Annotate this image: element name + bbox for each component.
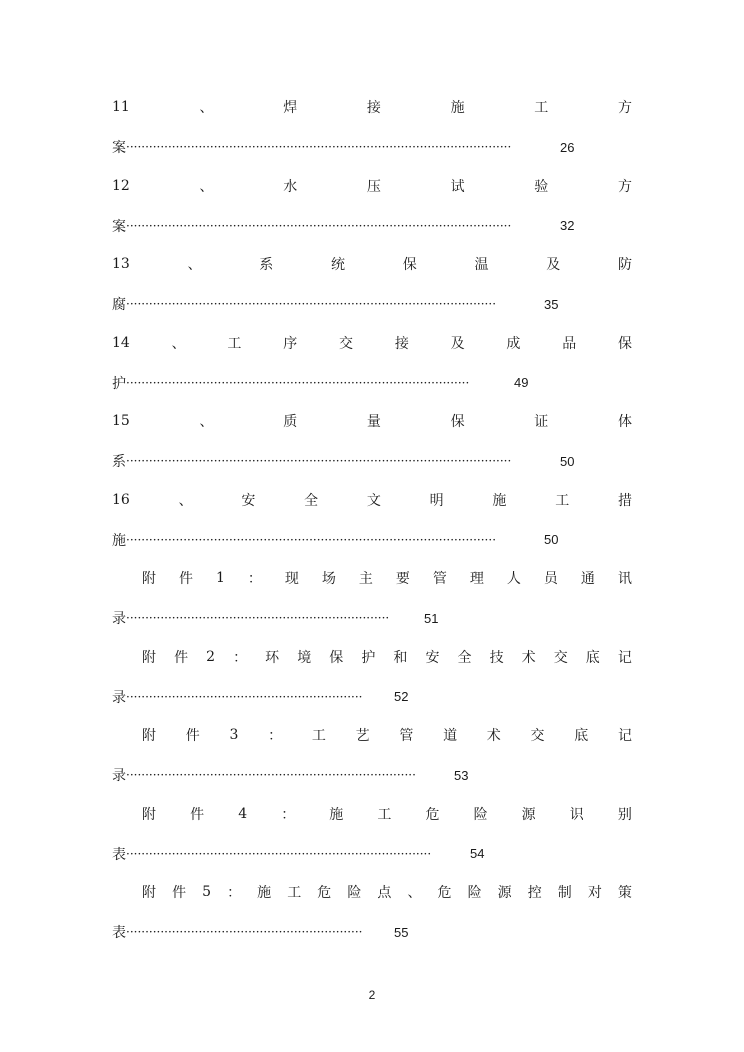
toc-title-token: 统 [331, 257, 346, 273]
toc-title-token: 艺 [355, 728, 370, 744]
toc-page-number: 51 [424, 610, 439, 626]
toc-title-token: 道 [443, 728, 458, 744]
toc-title-token: ： [233, 649, 248, 666]
toc-title-token: 交 [339, 335, 354, 352]
toc-title-token: 、 [178, 492, 193, 509]
toc-title-token: 识 [569, 806, 584, 823]
toc-title-token: 12 [112, 177, 130, 194]
leader-dots: ······························································ [126, 689, 363, 704]
toc-title-token: 全 [457, 649, 472, 666]
toc-title-token: 件 [174, 649, 189, 666]
toc-title-token: ： [247, 571, 262, 587]
toc-title-token: 品 [562, 335, 577, 352]
toc-title-token: 技 [489, 649, 504, 666]
toc-entry-title-line [112, 175, 632, 197]
toc-title-token: 主 [358, 571, 373, 587]
toc-title-token: 、 [171, 335, 186, 352]
toc-page-number: 35 [544, 296, 559, 312]
toc-title-token: 术 [521, 649, 536, 666]
toc-title-token: 全 [304, 492, 319, 509]
toc-title-token: 管 [399, 728, 414, 744]
toc-title-token: 险 [473, 806, 488, 823]
toc-entry-title-line [142, 881, 632, 903]
toc-title-token: 防 [617, 257, 632, 273]
toc-title-token: 记 [617, 649, 632, 666]
toc-title-token: ： [281, 806, 296, 823]
toc-title-token: 交 [530, 728, 545, 744]
toc-title-token: 明 [429, 492, 444, 509]
toc-title-token: 、 [199, 178, 214, 195]
toc-entry-leader-line [112, 843, 484, 865]
toc-entry-title-line [142, 646, 632, 668]
toc-title-token: 文 [366, 492, 381, 509]
toc-title-token: 措 [617, 492, 632, 509]
toc-title-token: 保 [618, 335, 632, 352]
toc-title-token: 别 [617, 806, 632, 823]
toc-title-token: 交 [553, 649, 568, 666]
toc-page-number: 54 [470, 846, 485, 861]
toc-title-token: 4 [238, 805, 248, 822]
toc-title-tail: 案 [112, 140, 126, 156]
toc-title-token: 员 [543, 571, 558, 587]
toc-title-token: 施 [257, 885, 272, 901]
toc-title-token: 护 [361, 649, 376, 666]
toc-title-token: 、 [199, 414, 214, 430]
toc-title-token: 理 [469, 571, 484, 587]
toc-title-token: 工 [377, 806, 392, 823]
toc-title-token: 方 [617, 178, 632, 195]
leader-dots: ······························································ [126, 925, 363, 939]
toc-title-token: 术 [486, 728, 501, 744]
toc-title-token: 接 [394, 335, 409, 352]
toc-title-token: 记 [618, 728, 632, 744]
toc-title-token: 、 [199, 100, 214, 116]
toc-title-token: 验 [534, 178, 549, 195]
toc-title-token: 、 [407, 885, 422, 901]
toc-title-token: 危 [437, 885, 452, 901]
toc-title-token: 险 [347, 885, 362, 901]
toc-entry-title-line [112, 253, 632, 275]
toc-title-token: 危 [425, 806, 440, 823]
toc-title-token: 制 [557, 885, 572, 901]
toc-title-token: 环 [265, 649, 280, 666]
toc-page-number: 55 [394, 924, 409, 940]
toc-title-token: 附 [142, 728, 156, 744]
toc-title-token: 保 [450, 414, 465, 430]
toc-title-token: 试 [450, 178, 465, 195]
toc-title-token: 和 [393, 649, 408, 666]
toc-title-token: 保 [329, 649, 344, 666]
toc-title-token: 附 [142, 806, 156, 823]
toc-title-token: 施 [329, 806, 344, 823]
toc-title-token: 人 [506, 571, 521, 587]
toc-entry-leader-line [112, 686, 408, 708]
toc-title-token: 体 [617, 414, 632, 430]
toc-title-token: 及 [450, 335, 465, 352]
toc-title-token: 现 [284, 571, 299, 587]
toc-entry-leader-line [112, 921, 408, 943]
page-number: 2 [368, 988, 376, 1002]
toc-title-token: 要 [395, 571, 410, 587]
toc-entry-leader-line [112, 529, 558, 551]
toc-page-number: 53 [454, 767, 469, 783]
leader-dots: ····································································· [126, 611, 390, 625]
toc-title-token: 附 [142, 571, 156, 587]
toc-entry-title-line [112, 332, 632, 354]
toc-title-token: 保 [402, 257, 417, 273]
toc-title-token: 通 [580, 571, 595, 587]
toc-title-tail: 腐 [112, 297, 126, 313]
toc-title-token: 方 [617, 100, 632, 116]
toc-title-token: ： [268, 728, 283, 744]
toc-title-token: 工 [227, 335, 242, 352]
leader-dots: ····································································································· [126, 140, 512, 154]
toc-title-token: 水 [283, 178, 298, 195]
toc-title-token: 工 [555, 492, 570, 509]
toc-title-token: 危 [317, 885, 332, 901]
toc-title-token: 1 [216, 570, 225, 586]
toc-title-token: 件 [185, 728, 200, 744]
leader-dots: ····································································································· [126, 454, 512, 468]
toc-title-tail: 表 [112, 846, 126, 863]
toc-entry-leader-line [112, 450, 574, 472]
toc-title-tail: 录 [112, 611, 126, 627]
toc-title-token: 附 [142, 649, 156, 666]
toc-entry-leader-line [112, 372, 528, 394]
toc-title-token: 11 [112, 99, 130, 115]
toc-title-token: 序 [283, 335, 298, 352]
toc-page-number: 32 [560, 218, 575, 233]
leader-dots: ················································································ [126, 846, 432, 861]
toc-title-token: 策 [617, 885, 632, 901]
toc-title-token: 质 [283, 414, 298, 430]
toc-entry-leader-line [112, 136, 574, 158]
toc-title-tail: 系 [112, 454, 126, 470]
toc-title-token: 13 [112, 256, 130, 272]
toc-title-token: 接 [366, 100, 381, 116]
toc-entry-title-line [142, 803, 632, 825]
leader-dots: ····································································································· [126, 218, 512, 233]
toc-title-token: 3 [229, 727, 239, 743]
toc-title-token: 工 [311, 728, 326, 744]
toc-title-token: 证 [534, 414, 549, 430]
toc-title-token: 16 [112, 491, 130, 508]
toc-entry-leader-line [112, 293, 558, 315]
toc-title-tail: 护 [112, 375, 126, 392]
toc-entry-leader-line [112, 764, 468, 786]
toc-title-token: 15 [112, 413, 130, 429]
toc-title-token: 焊 [283, 100, 298, 116]
toc-title-token: 量 [366, 414, 381, 430]
toc-title-token: 件 [172, 885, 187, 901]
toc-title-token: 控 [527, 885, 542, 901]
toc-title-token: 底 [585, 649, 600, 666]
toc-title-token: 、 [187, 257, 202, 273]
toc-title-token: 14 [112, 334, 130, 351]
toc-title-token: 场 [321, 571, 336, 587]
toc-title-token: 工 [287, 885, 302, 901]
toc-title-token: 及 [546, 257, 561, 273]
toc-title-tail: 录 [112, 768, 126, 784]
toc-page-number: 50 [560, 453, 575, 469]
toc-title-token: 底 [574, 728, 589, 744]
toc-title-tail: 录 [112, 689, 126, 706]
toc-title-token: 安 [241, 492, 256, 509]
toc-title-token: 管 [432, 571, 447, 587]
toc-title-token: 点 [377, 885, 392, 901]
toc-entry-leader-line [112, 215, 574, 237]
toc-title-token: 5 [202, 884, 212, 900]
toc-title-token: 成 [506, 335, 521, 352]
leader-dots: ·························································································· [126, 375, 470, 390]
toc-page-number: 49 [514, 375, 529, 390]
toc-page-number: 52 [394, 689, 409, 704]
toc-title-token: 温 [474, 257, 489, 273]
toc-entry-title-line [112, 410, 632, 432]
toc-entry-title-line [112, 489, 632, 511]
toc-title-token: 对 [587, 885, 602, 901]
toc-title-token: 附 [142, 885, 156, 901]
toc-title-token: 施 [492, 492, 507, 509]
toc-title-token: 境 [297, 649, 312, 666]
toc-title-token: 件 [190, 806, 205, 823]
toc-title-token: 安 [425, 649, 440, 666]
toc-title-token: 讯 [617, 571, 632, 587]
toc-title-tail: 表 [112, 925, 126, 941]
toc-title-token: 源 [521, 806, 536, 823]
leader-dots: ································································································· [126, 297, 497, 311]
toc-entry-leader-line [112, 607, 438, 629]
toc-title-token: 施 [450, 100, 465, 116]
toc-title-token: 件 [179, 571, 193, 587]
toc-page-number: 50 [544, 532, 559, 547]
toc-title-token: 险 [467, 885, 482, 901]
toc-title-tail: 案 [112, 218, 126, 235]
toc-title-token: ： [227, 885, 242, 901]
toc-page-number: 26 [560, 139, 575, 155]
toc-entry-title-line [142, 724, 632, 746]
toc-title-token: 系 [259, 257, 274, 273]
toc-title-token: 压 [366, 178, 381, 195]
toc-entry-title-line [112, 96, 632, 118]
leader-dots: ································································································· [126, 532, 497, 547]
toc-title-token: 源 [497, 885, 512, 901]
leader-dots: ············································································ [126, 768, 416, 782]
toc-title-token: 2 [206, 648, 216, 665]
toc-title-token: 工 [534, 100, 549, 116]
toc-entry-title-line [142, 567, 632, 589]
toc-title-tail: 施 [112, 532, 126, 549]
